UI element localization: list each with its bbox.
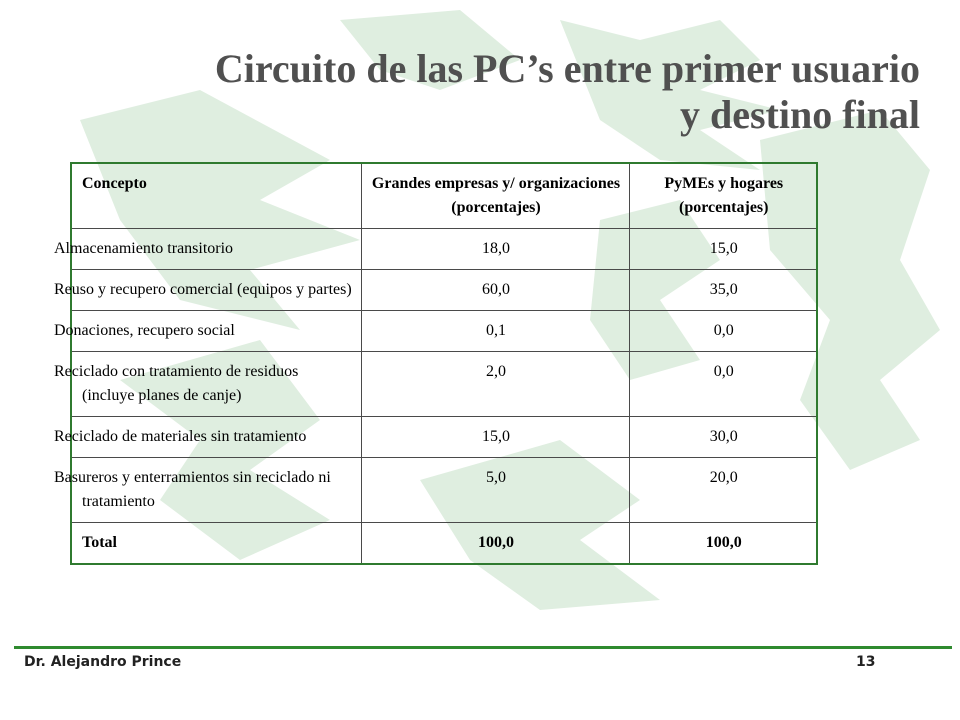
row-grandes-value: 0,1 (361, 311, 629, 352)
table-row (71, 352, 817, 417)
row-grandes-value: 18,0 (361, 229, 629, 270)
total-pymes-value: 100,0 (629, 523, 817, 565)
footer-author: Dr. Alejandro Prince (24, 654, 182, 670)
row-grandes-value: 60,0 (361, 270, 629, 311)
row-grandes-value: 2,0 (361, 352, 629, 417)
row-concept: Basureros y enterramientos sin reciclado ni tratamiento (71, 458, 361, 523)
slide-title-line1: Circuito de las PC’s entre primer usuario (214, 46, 920, 91)
total-grandes-value: 100,0 (361, 523, 629, 565)
page-number: 13 (856, 654, 876, 670)
row-pymes-value: 20,0 (629, 458, 817, 523)
row-pymes-value: 35,0 (629, 270, 817, 311)
pc-circuit-table (54, 162, 818, 565)
row-concept: Donaciones, recupero social (71, 311, 361, 352)
table-header-row (71, 163, 817, 229)
footer-divider (14, 646, 952, 649)
total-label: Total (71, 523, 361, 565)
table-row (71, 270, 817, 311)
table-row (71, 417, 817, 458)
row-pymes-value: 0,0 (629, 311, 817, 352)
row-pymes-value: 30,0 (629, 417, 817, 458)
table-row (71, 311, 817, 352)
row-concept: Almacenamiento transitorio (71, 229, 361, 270)
header-pymes-hogares: PyMEs y hogares (porcentajes) (629, 163, 817, 229)
slide-title (120, 46, 920, 138)
table-row (71, 458, 817, 523)
slide-title-line2: y destino final (679, 92, 920, 137)
header-concepto: Concepto (71, 163, 361, 229)
row-pymes-value: 0,0 (629, 352, 817, 417)
table-row (71, 229, 817, 270)
row-grandes-value: 15,0 (361, 417, 629, 458)
row-concept: Reuso y recupero comercial (equipos y partes) (71, 270, 361, 311)
row-concept: Reciclado de materiales sin tratamiento (71, 417, 361, 458)
row-concept: Reciclado con tratamiento de residuos (incluye planes de canje) (71, 352, 361, 417)
table-total-row (71, 523, 817, 565)
row-pymes-value: 15,0 (629, 229, 817, 270)
row-grandes-value: 5,0 (361, 458, 629, 523)
header-grandes-empresas: Grandes empresas y/ organizaciones (porcentajes) (361, 163, 629, 229)
